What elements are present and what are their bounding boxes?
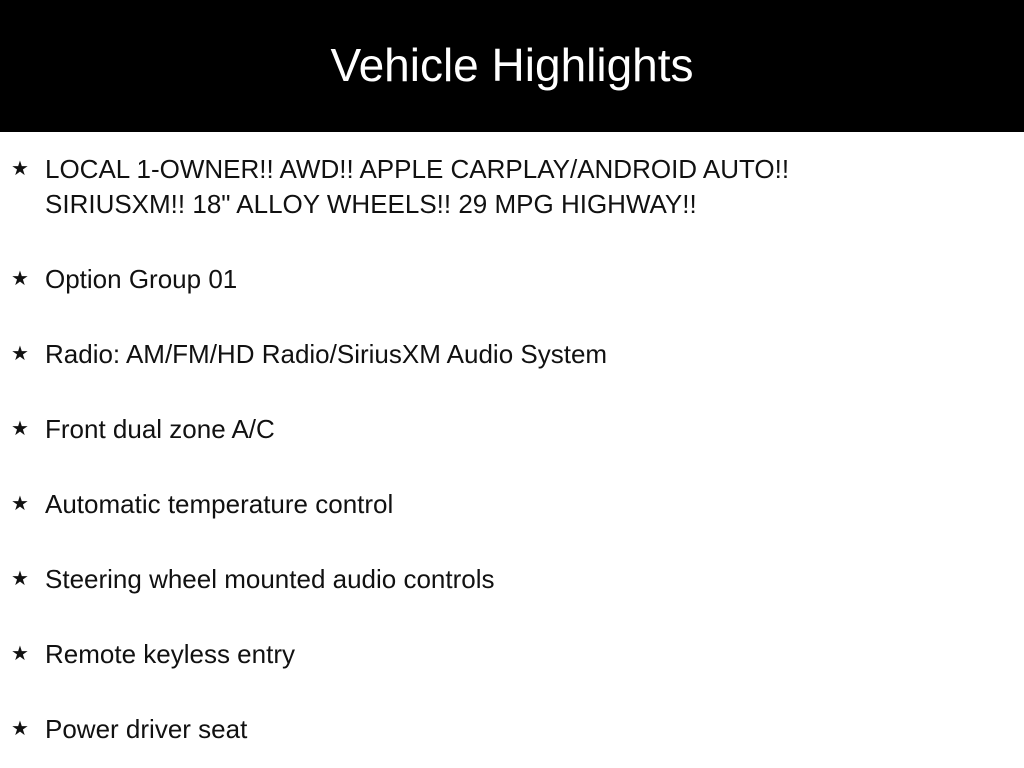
highlight-text: Steering wheel mounted audio controls [45, 564, 495, 594]
star-icon: ★ [11, 718, 29, 740]
highlight-text: Remote keyless entry [45, 639, 295, 669]
list-item [0, 562, 1024, 597]
star-icon: ★ [11, 568, 29, 590]
star-icon: ★ [11, 493, 29, 515]
highlight-text: Front dual zone A/C [45, 414, 275, 444]
highlight-text: Power driver seat [45, 714, 248, 744]
list-item [0, 152, 1024, 222]
star-icon: ★ [11, 268, 29, 290]
highlight-text: Radio: AM/FM/HD Radio/SiriusXM Audio System [45, 339, 608, 369]
star-icon: ★ [11, 643, 29, 665]
star-icon: ★ [11, 158, 29, 180]
list-item [0, 637, 1024, 672]
list-item [0, 337, 1024, 372]
star-icon: ★ [11, 343, 29, 365]
highlight-text: LOCAL 1-OWNER!! AWD!! APPLE CARPLAY/ANDROID AUTO!! SIRIUSXM!! 18" ALLOY WHEELS!! 29 MPG HIGHWAY!! [45, 154, 790, 219]
highlight-text: Option Group 01 [45, 264, 238, 294]
list-item [0, 262, 1024, 297]
list-item [0, 712, 1024, 747]
list-item [0, 487, 1024, 522]
page-title: Vehicle Highlights [330, 39, 694, 91]
header-bar [0, 0, 1024, 132]
highlight-text: Automatic temperature control [45, 489, 394, 519]
star-icon: ★ [11, 418, 29, 440]
list-item [0, 412, 1024, 447]
highlights-list [0, 152, 1024, 747]
